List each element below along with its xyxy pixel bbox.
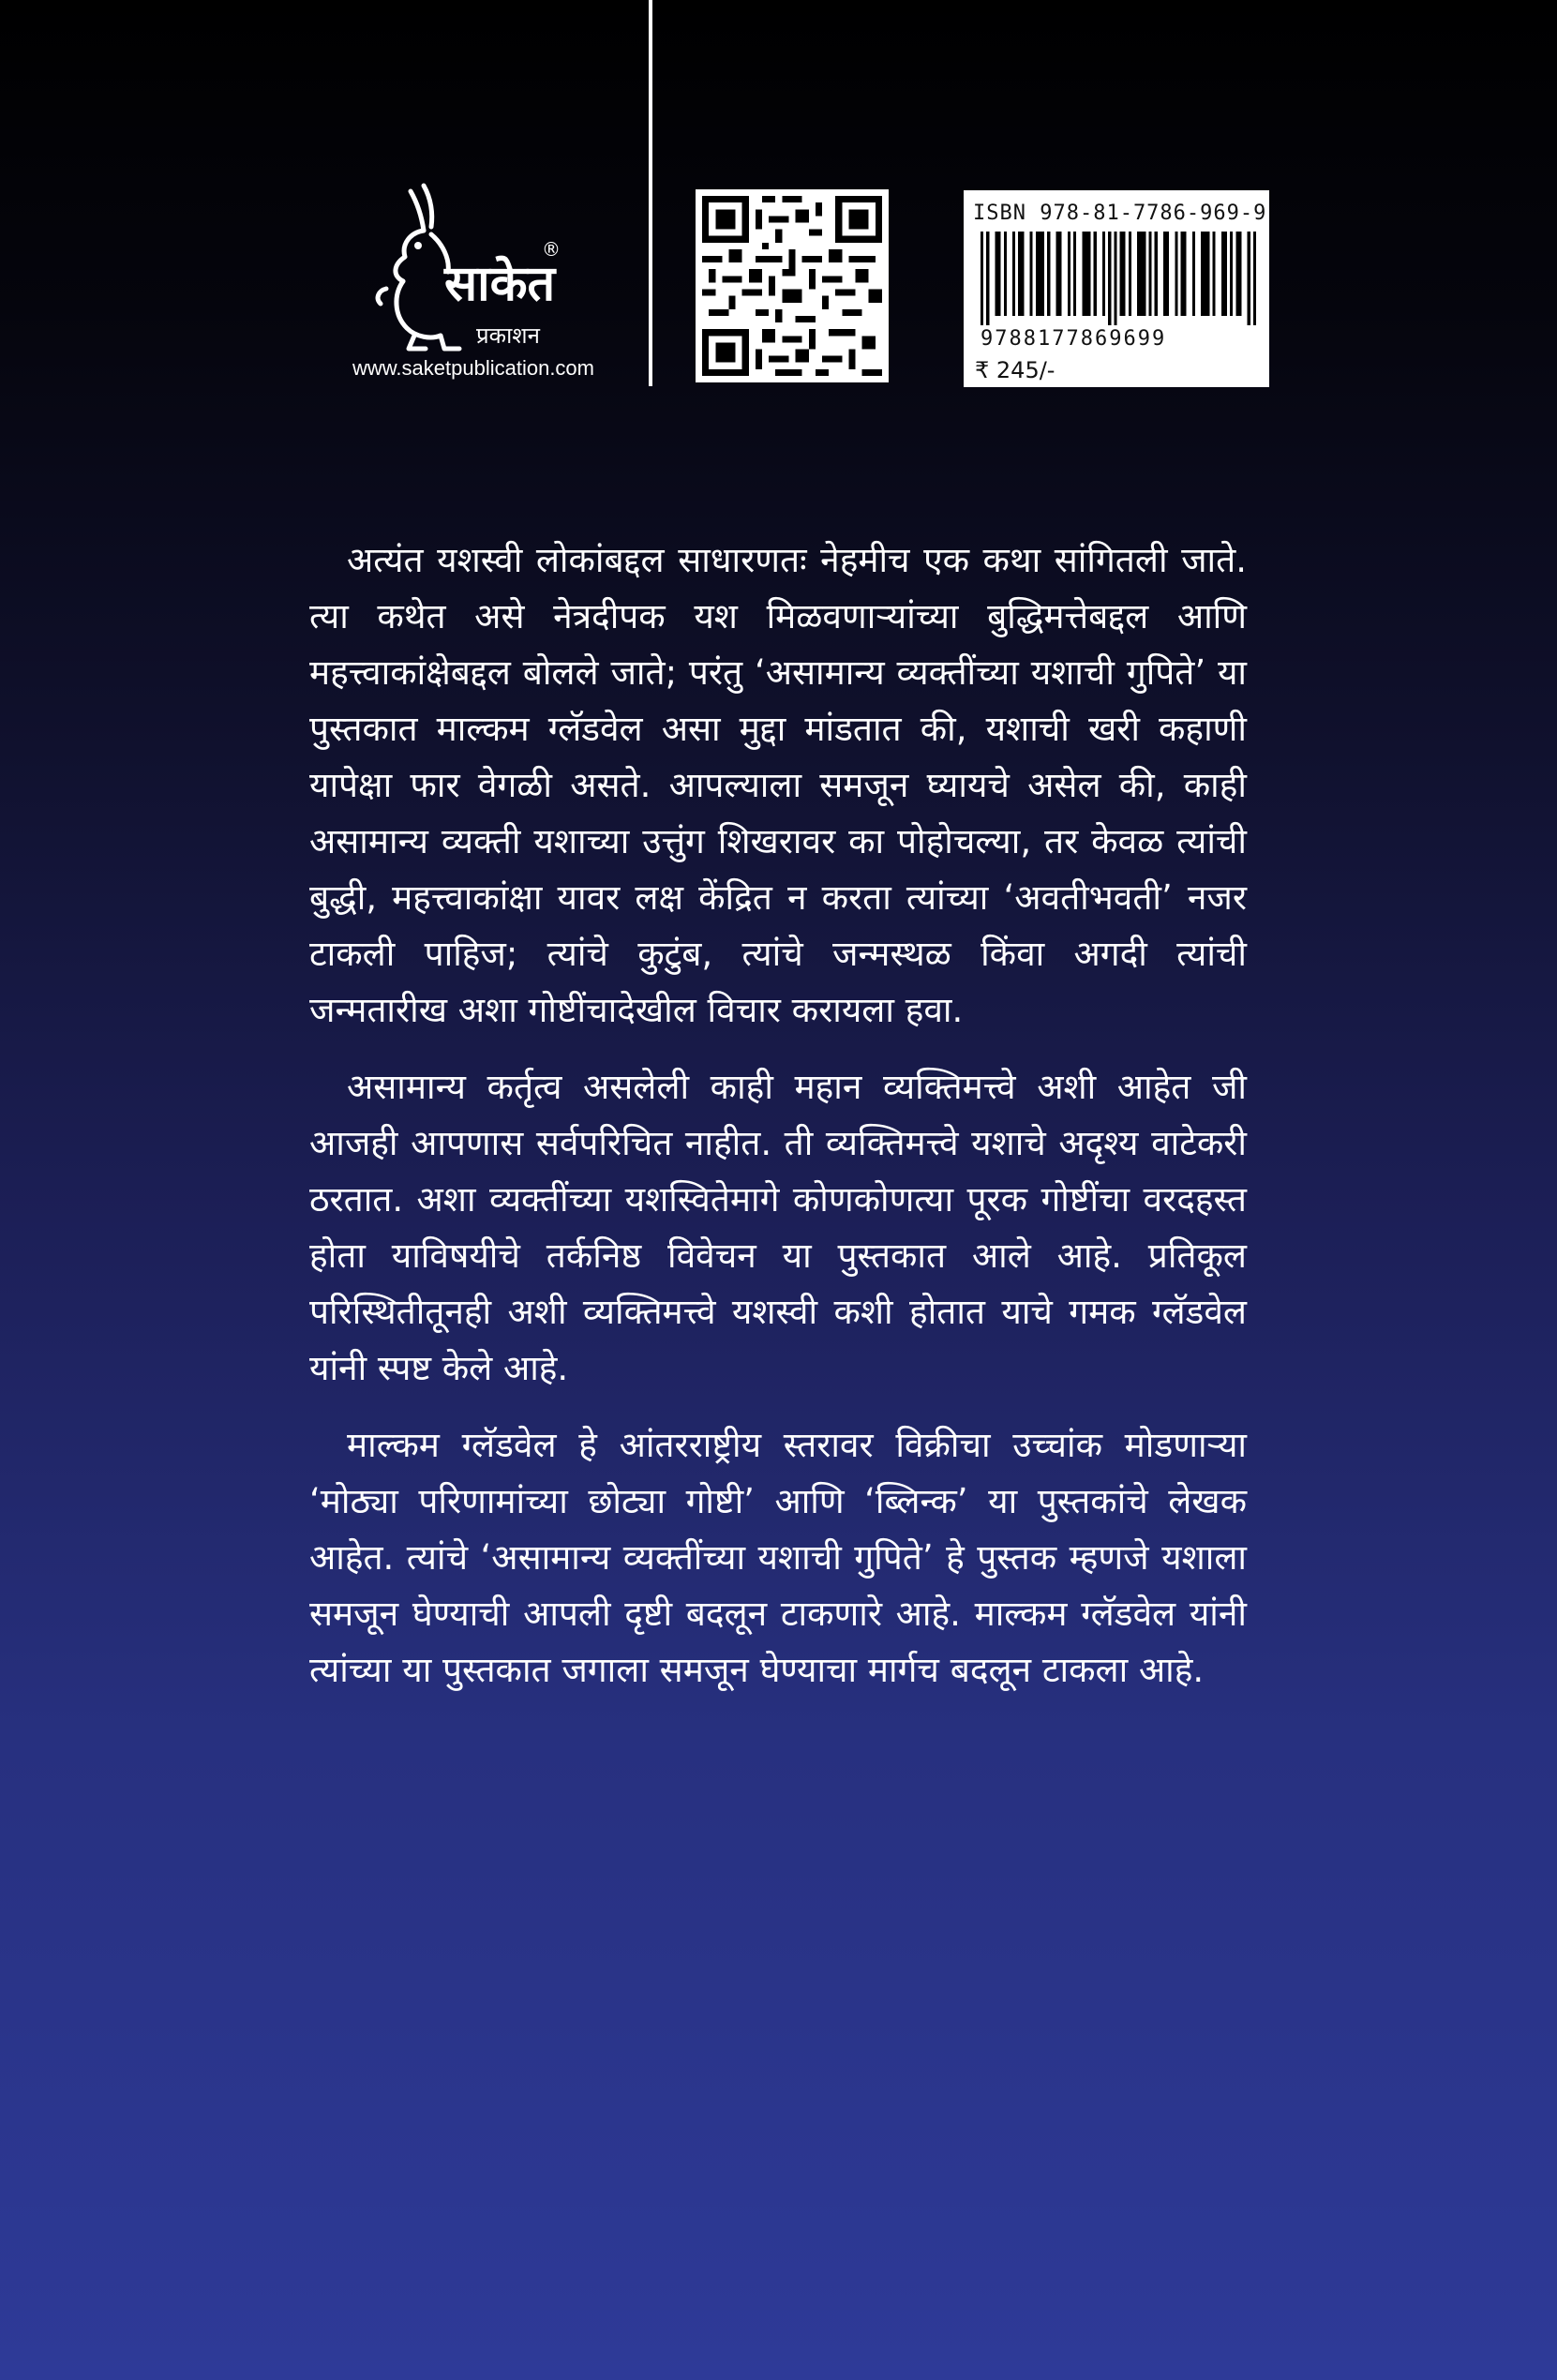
isbn-label: ISBN 978-81-7786-969-9 (973, 202, 1267, 225)
isbn-barcode-box (964, 190, 1269, 387)
registered-mark: ® (542, 238, 561, 261)
publisher-logo-block (319, 178, 628, 394)
logo-subtext: प्रकाशन (476, 322, 540, 349)
qr-code-icon (696, 189, 889, 382)
barcode-icon (981, 232, 1256, 325)
blurb-paragraph-2: असामान्य कर्तृत्व असलेली काही महान व्यक्तिमत्त्वे अशी आहेत जी आजही आपणास सर्वपरिचित नाहीत. ती व्यक्तिमत्त्वे यशाचे अदृश्य वाटेकरी ठरतात. अशा व्यक्तींच्या यशस्वितेमागे कोणकोणत्या पूरक गोष्टींचा वरदहस्त होता याविषयीचे तर्कनिष्ठ विवेचन या पुस्तकात आले आहे. प्रतिकूल परिस्थितीतूनही अशी व्यक्तिमत्त्वे यशस्वी कशी होतात याचे गमक ग्लॅडवेल यांनी स्पष्ट केले आहे. (309, 1067, 1247, 1388)
blurb-paragraph-3: माल्कम ग्लॅडवेल हे आंतरराष्ट्रीय स्तरावर विक्रीचा उच्चांक मोडणाऱ्या ‘मोठ्या परिणामांच्या छोट्या गोष्टी’ आणि ‘ब्लिन्क’ या पुस्तकांचे लेखक आहेत. त्यांचे ‘असामान्य व्यक्तींच्या यशाची गुपिते’ हे पुस्तक म्हणजे यशाला समजून घेण्याची आपली दृष्टी बदलून टाकणारे आहे. माल्कम ग्लॅडवेल यांनी त्यांच्या या पुस्तकात जगाला समजून घेण्याचा मार्गच बदलून टाकला आहे. (309, 1425, 1247, 1690)
blurb-paragraph-1: अत्यंत यशस्वी लोकांबद्दल साधारणतः नेहमीच एक कथा सांगितली जाते. त्या कथेत असे नेत्रदीपक यश मिळवणाऱ्यांच्या बुद्धिमत्तेबद्दल आणि महत्त्वाकांक्षेबद्दल बोलले जाते; परंतु ‘असामान्य व्यक्तींच्या यशाची गुपिते’ या पुस्तकात माल्कम ग्लॅडवेल असा मुद्दा मांडतात की, यशाची खरी कहाणी यापेक्षा फार वेगळी असते. आपल्याला समजून घ्यायचे असेल की, काही असामान्य व्यक्ती यशाच्या उत्तुंग शिखरावर का पोहोचल्या, तर केवळ त्यांची बुद्धी, महत्त्वाकांक्षा यावर लक्ष केंद्रित न करता त्यांच्या ‘अवतीभवती’ नजर टाकली पाहिज; त्यांचे कुटुंब, त्यांचे जन्मस्थळ किंवा अगदी त्यांची जन्मतारीख अशा गोष्टींचादेखील विचार करायला हवा. (309, 540, 1247, 1030)
price: ₹ 245/- (975, 357, 1055, 383)
header-divider (649, 0, 652, 386)
logo-text: साकेत (444, 256, 556, 312)
isbn-digits: 9788177869699 (981, 327, 1167, 351)
back-cover-blurb (309, 532, 1247, 1719)
publisher-website: www.saketpublication.com (352, 356, 594, 380)
rabbit-logo-icon (366, 178, 581, 356)
